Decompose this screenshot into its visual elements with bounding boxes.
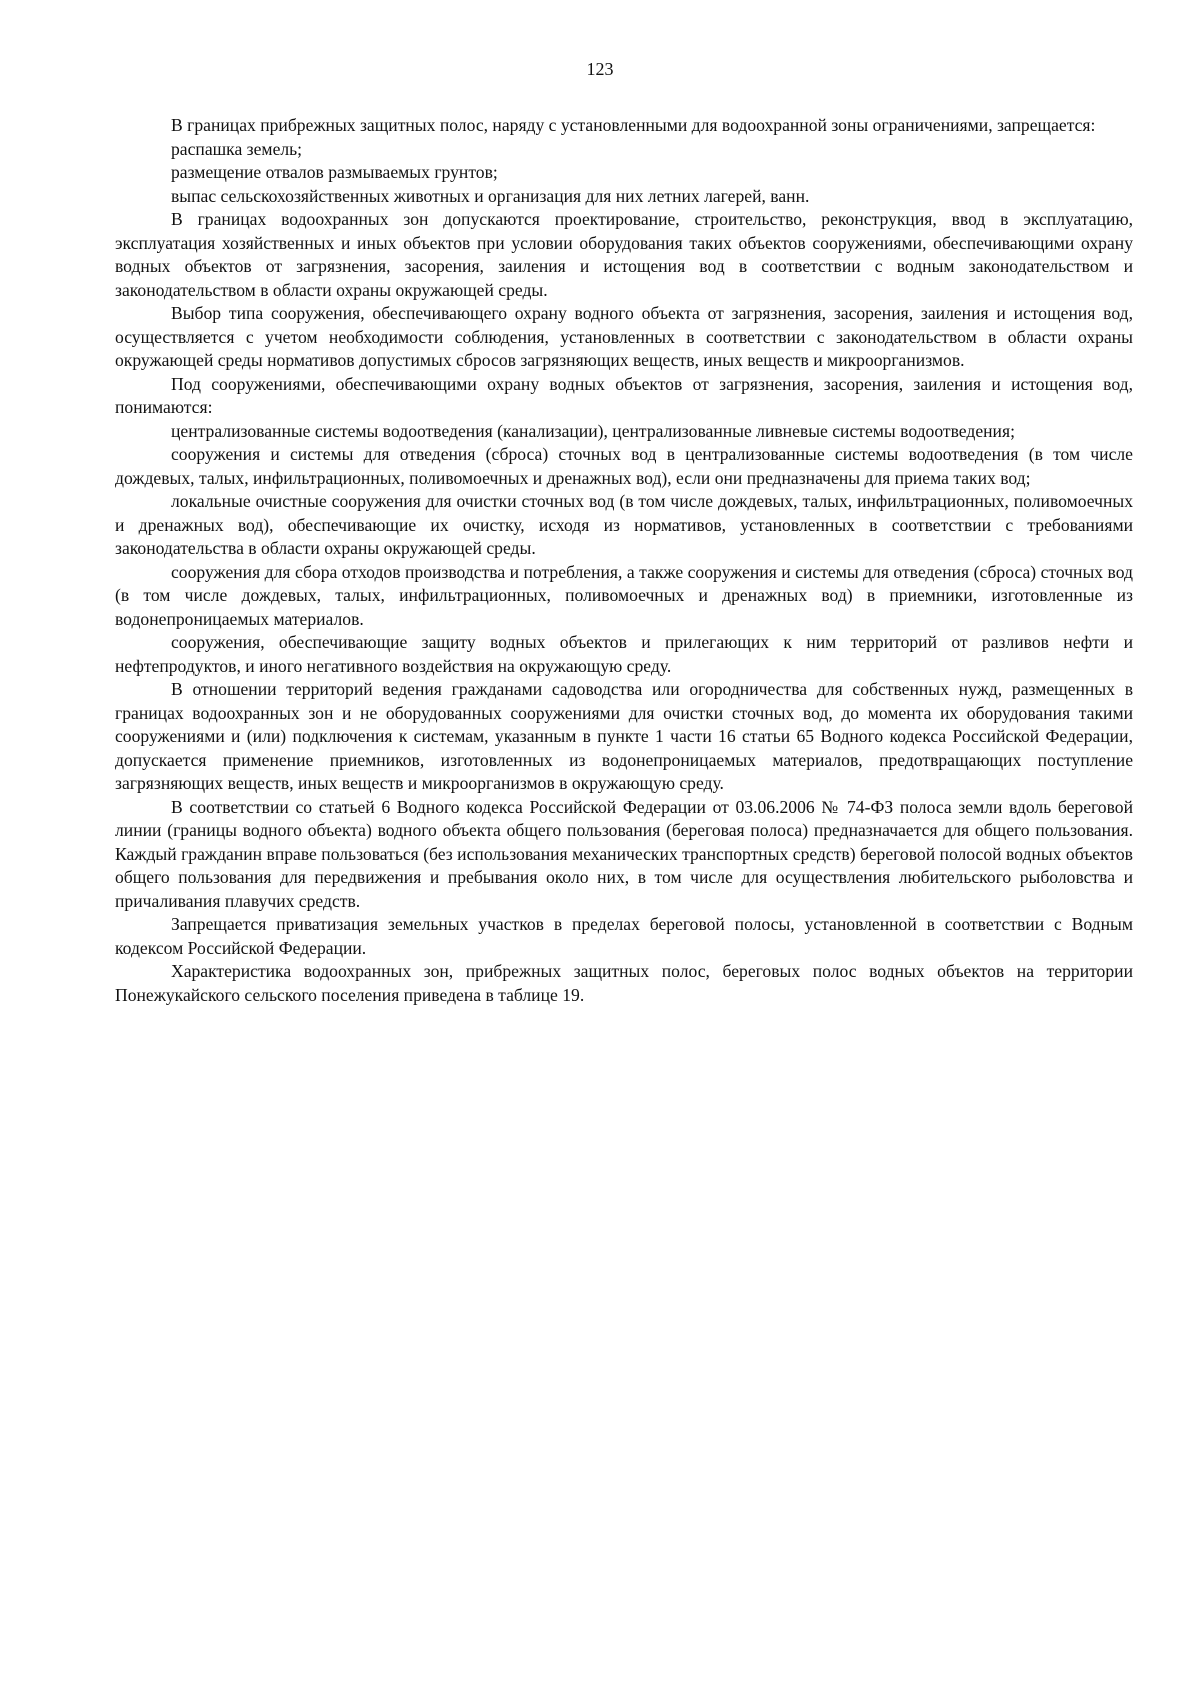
paragraph: Характеристика водоохранных зон, прибрежных защитных полос, береговых полос водных объектов на территории Понежукайского сельского поселения приведена в таблице 19. <box>115 961 1133 1005</box>
page-number: 123 <box>586 59 614 79</box>
paragraph: Запрещается приватизация земельных участков в пределах береговой полосы, установленной в соответствии с Водным кодексом Российской Федерации. <box>115 914 1133 958</box>
paragraph: локальные очистные сооружения для очистки сточных вод (в том числе дождевых, талых, инфильтрационных, поливомоечных и дренажных вод), обеспечивающие их очистку, исходя из нормативов, установленных в соответствии с требованиями законодательства в области охраны окружающей среды. <box>115 491 1133 558</box>
paragraph: В границах водоохранных зон допускаются проектирование, строительство, реконструкция, ввод в эксплуатацию, эксплуатация хозяйственных и иных объектов при условии оборудования таких объектов сооружениями, обеспечивающими охрану водных объектов от загрязнения, засорения, заиления и истощения вод в соответствии с водным законодательством и законодательством в области охраны окружающей среды. <box>115 209 1133 300</box>
paragraph: сооружения и системы для отведения (сброса) сточных вод в централизованные системы водоотведения (в том числе дождевых, талых, инфильтрационных, поливомоечных и дренажных вод), если они предназначены для приема таких вод; <box>115 444 1133 488</box>
paragraph: Под сооружениями, обеспечивающими охрану водных объектов от загрязнения, засорения, заиления и истощения вод, понимаются: <box>115 373 1133 417</box>
paragraph: сооружения для сбора отходов производства и потребления, а также сооружения и системы для отведения (сброса) сточных вод (в том числе дождевых, талых, инфильтрационных, поливомоечных и дренажных вод) в приемники, изготовленные из водонепроницаемых материалов. <box>115 561 1133 629</box>
paragraph: В соответствии со статьей 6 Водного кодекса Российской Федерации от 03.06.2006 № 74-ФЗ полоса земли вдоль береговой линии (границы водного объекта) водного объекта общего пользования (береговая полоса) предназначается для общего пользования. Каждый гражданин вправе пользоваться (без использования механических транспортных средств) береговой полосой водных объектов общего пользования для передвижения и пребывания около них, в том числе для осуществления любительского рыболовства и причаливания плавучих средств. <box>115 796 1133 911</box>
paragraph: размещение отвалов размываемых грунтов; <box>171 162 498 182</box>
paragraph: Выбор типа сооружения, обеспечивающего охрану водного объекта от загрязнения, засорения, заиления и истощения вод, осуществляется с учетом необходимости соблюдения, установленных в соответствии с законодательством в области охраны окружающей среды нормативов допустимых сбросов загрязняющих веществ, иных веществ и микроорганизмов. <box>115 303 1133 370</box>
document-body <box>115 114 1133 1007</box>
paragraph: выпас сельскохозяйственных животных и организация для них летних лагерей, ванн. <box>171 185 810 206</box>
paragraph: В отношении территорий ведения гражданами садоводства или огородничества для собственных нужд, размещенных в границах водоохранных зон и не оборудованных сооружениями для очистки сточных вод, до момента их оборудования такими сооружениями и (или) подключения к системам, указанным в пункте 1 части 16 статьи 65 Водного кодекса Российской Федерации, допускается применение приемников, изготовленных из водонепроницаемых материалов, предотвращающих поступление загрязняющих веществ, иных веществ и микроорганизмов в окружающую среду. <box>115 679 1133 793</box>
paragraph: централизованные системы водоотведения (канализации), централизованные ливневые системы водоотведения; <box>171 420 1015 441</box>
paragraph: В границах прибрежных защитных полос, наряду с установленными для водоохранной зоны ограничениями, запрещается: <box>171 115 1096 135</box>
paragraph: сооружения, обеспечивающие защиту водных объектов и прилегающих к ним территорий от разливов нефти и нефтепродуктов, и иного негативного воздействия на окружающую среду. <box>115 632 1133 676</box>
paragraph: распашка земель; <box>171 138 303 159</box>
